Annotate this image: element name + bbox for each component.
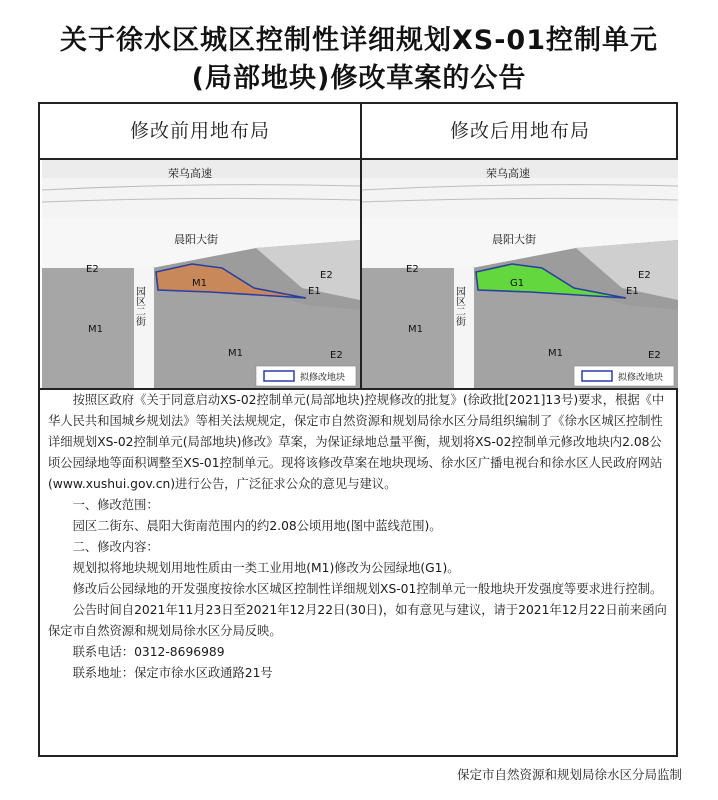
map-after-parcel-west: M1 xyxy=(408,324,423,335)
map-before-e2-east: E2 xyxy=(320,270,333,281)
before-column-heading: 修改前用地布局 xyxy=(129,120,270,142)
map-after-e2-east: E2 xyxy=(638,270,651,281)
issuer-footer: 保定市自然资源和规划局徐水区分局监制 xyxy=(456,767,682,782)
map-before-street: 晨阳大街 xyxy=(174,233,218,246)
map-before-parcel-south: M1 xyxy=(228,348,243,359)
map-after-e2-south: E2 xyxy=(648,350,661,361)
map-before-legend: 拟修改地块 xyxy=(300,373,346,383)
map-after-highway: 荣乌高速 xyxy=(486,167,530,180)
map-before-svg xyxy=(42,160,360,388)
map-before-e2-west: E2 xyxy=(86,264,99,275)
page-title-line2: (局部地块)修改草案的公告 xyxy=(191,63,527,94)
body-paragraph-content: 规划拟将地块规划用地性质由一类工业用地(M1)修改为公园绿地(G1)。 xyxy=(72,561,460,575)
contact-address: 联系地址：保定市徐水区政通路21号 xyxy=(72,666,273,680)
body-paragraph-scope: 园区二街东、晨阳大街南范围内的约2.08公顷用地(图中蓝线范围)。 xyxy=(72,519,442,533)
after-column-heading: 修改后用地布局 xyxy=(449,120,590,142)
map-after-street: 晨阳大街 xyxy=(492,233,536,246)
map-before-highway: 荣乌高速 xyxy=(168,167,212,180)
map-after-e1: E1 xyxy=(626,286,639,297)
section-heading-scope: 一、修改范围： xyxy=(72,498,159,512)
map-after-parcel-main: G1 xyxy=(510,278,525,289)
map-after-parcel-south: M1 xyxy=(548,348,563,359)
map-after-road-vertical: 园区二街 xyxy=(453,286,465,326)
page-title-line1: 关于徐水区城区控制性详细规划XS-01控制单元 xyxy=(59,25,659,56)
section-heading-content: 二、修改内容： xyxy=(72,540,159,554)
body-paragraph-intensity: 修改后公园绿地的开发强度按徐水区城区控制性详细规划XS-01控制单元一般地块开发强度等要求进行控制。 xyxy=(72,582,663,596)
map-before-road-vertical: 园区二街 xyxy=(133,286,145,326)
map-before xyxy=(42,160,360,388)
map-after-svg xyxy=(362,160,678,388)
map-before-parcel-west: M1 xyxy=(88,324,103,335)
map-before-parcel-main: M1 xyxy=(192,278,207,289)
contact-phone: 联系电话：0312-8696989 xyxy=(72,645,225,659)
body-paragraph-intro: 按照区政府《关于同意启动XS-02控制单元(局部地块)控规修改的批复》(徐政批[2021]13号)要求，根据《中华人民共和国城乡规划法》等相关法规规定，保定市自然资源和规划局徐水区分局组织编制了《徐水区城区控制性详细规划XS-02控制单元(局部地块)修改》草案，为保证绿地总量平衡，规划将XS-02控制单元修改地块内2.08公顷公园绿地等面积调整至XS-01控制单元。现将该修改草案在地块现场、徐水区广播电视台和徐水区人民政府网站(www.xushui.gov.cn)进行公告，广泛征求公众的意见与建议。 xyxy=(48,393,665,491)
map-after-e2-west: E2 xyxy=(406,264,419,275)
body-paragraph-period: 公告时间自2021年11月23日至2021年12月22日(30日)，如有意见与建议，请于2021年12月22日前来函向保定市自然资源和规划局徐水区分局反映。 xyxy=(48,603,667,638)
map-after xyxy=(362,160,680,388)
map-before-e2-south: E2 xyxy=(330,350,343,361)
map-after-legend: 拟修改地块 xyxy=(618,373,664,383)
notice-body xyxy=(40,390,676,684)
map-before-e1: E1 xyxy=(308,286,321,297)
